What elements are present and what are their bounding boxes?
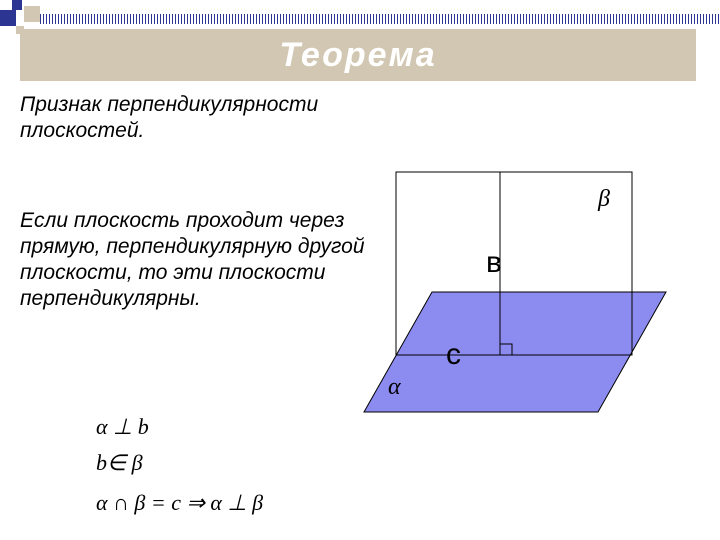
theorem-name: Признак перпендикулярности плоскостей.	[20, 93, 319, 142]
label-b: в	[486, 246, 502, 279]
slide-title: Теорема	[279, 36, 437, 74]
label-beta: β	[598, 186, 610, 212]
label-c: с	[446, 338, 461, 371]
formula-line-1: α ⊥ b	[96, 414, 149, 439]
formula-line-3: α ∩ β = c ⇒ α ⊥ β	[96, 490, 264, 515]
formula-line-2: b∈ β	[96, 450, 143, 475]
plane-alpha	[364, 292, 666, 412]
label-alpha: α	[388, 374, 401, 400]
theorem-statement: Если плоскость проходит через прямую, перпендикулярную другой плоскости, то эти плоскости перпендикулярны.	[20, 209, 365, 310]
